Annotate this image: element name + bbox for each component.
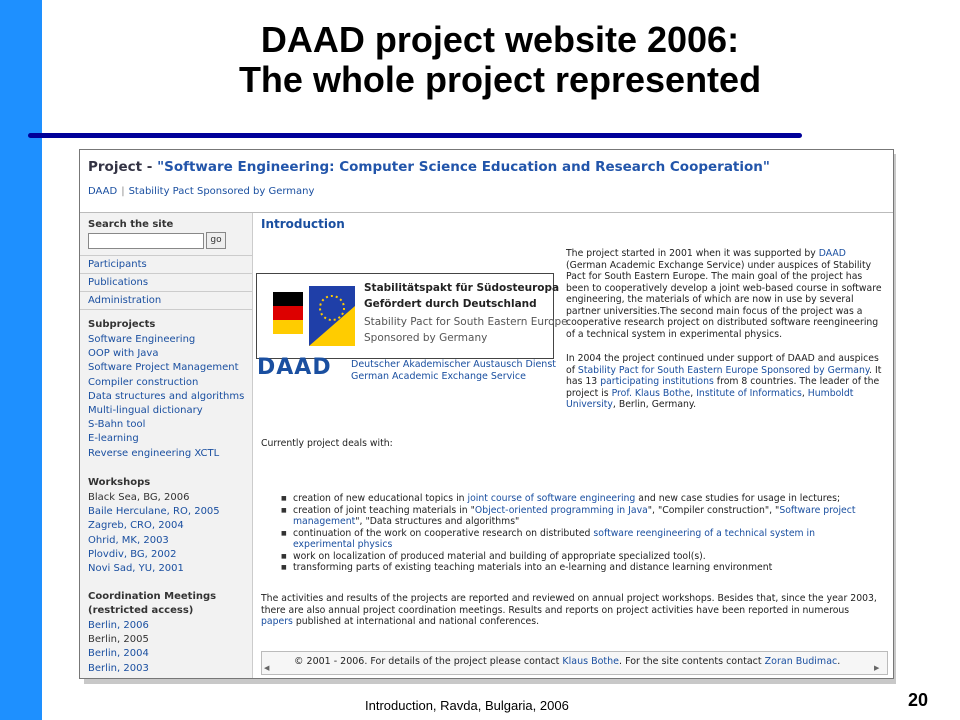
logo-text-4: Sponsored by Germany: [364, 332, 488, 344]
meetings-list: [88, 619, 149, 676]
sidebar-item-participants[interactable]: [80, 255, 252, 273]
topic-item: [281, 493, 866, 505]
page-number: 20: [908, 690, 929, 710]
text: from 8 countries. The leader of the project is: [566, 376, 880, 399]
workshop-link[interactable]: Zagreb, CRO, 2004: [88, 520, 184, 532]
continuation-paragraph: [566, 353, 884, 411]
logo-text-1: Stabilitätspakt für Südosteuropa: [364, 282, 560, 294]
subprojects-list: [88, 333, 244, 461]
text: The project started in 2001 when it was supported by: [566, 248, 819, 259]
left-accent-bar: [0, 0, 42, 720]
text: and new case studies for usage in lectures;: [635, 493, 841, 504]
site-header: [80, 150, 893, 213]
logo-text-2: Gefördert durch Deutschland: [364, 298, 537, 310]
reengineering-link[interactable]: software reengineering of a technical system in experimental physics: [293, 527, 816, 550]
daad-sub2: German Academic Exchange Service: [351, 371, 526, 382]
sidebar-item-label: Publications: [88, 277, 149, 288]
site-nav: [88, 186, 314, 197]
text: creation of new educational topics in: [293, 493, 468, 504]
subproject-link[interactable]: Software Project Management: [88, 362, 239, 374]
text: . It has 13: [566, 364, 882, 387]
scroll-left-icon[interactable]: ◀: [264, 664, 270, 672]
slide-title-line1: DAAD project website 2006:: [260, 19, 740, 60]
site-title: [88, 159, 770, 175]
workshop-link[interactable]: Novi Sad, YU, 2001: [88, 562, 184, 574]
sidebar-divider: [80, 309, 252, 311]
title-underline: [28, 133, 802, 138]
text: continuation of the work on cooperative research on distributed: [293, 527, 594, 539]
deals-label: Currently project deals with:: [261, 438, 393, 449]
site-title-prefix: Project -: [88, 159, 158, 175]
meetings-subheading: (restricted access): [88, 605, 194, 616]
topics-list: [281, 493, 866, 574]
nav-link-daad[interactable]: DAAD: [88, 186, 118, 197]
text: published at international and national conferences.: [292, 616, 540, 627]
text: The activities and results of the projects are reported and reviewed on annual project workshops. Besides that, since the year 2003, there are also annual project coordination meetings. Results and reports on project activities have been reported in numerous: [261, 593, 877, 616]
workshop-item: Black Sea, BG, 2006: [88, 492, 190, 503]
site-footer-text: [294, 656, 840, 667]
text: ", "Data structures and algorithms": [355, 516, 520, 527]
meeting-link[interactable]: Berlin, 2004: [88, 648, 149, 660]
text: ", "Compiler construction", ": [647, 504, 780, 516]
daad-link[interactable]: DAAD: [818, 248, 846, 259]
text: .: [837, 656, 841, 667]
subproject-link[interactable]: E-learning: [88, 433, 139, 445]
daad-logo: DAAD: [257, 355, 332, 380]
intro-paragraph: [566, 248, 884, 340]
text: . For the site contents contact: [619, 656, 765, 667]
topic-item: [281, 528, 866, 551]
search-label: Search the site: [88, 219, 174, 230]
slide-title-line2: The whole project represented: [238, 59, 762, 100]
website-screenshot: [79, 149, 894, 679]
zoran-budimac-link[interactable]: Zoran Budimac: [764, 656, 838, 667]
logo-text-3: Stability Pact for South Eastern Europe: [364, 316, 568, 328]
sidebar-item-label: Participants: [88, 259, 147, 270]
workshop-link[interactable]: Plovdiv, BG, 2002: [88, 548, 177, 560]
slide-footer: Introduction, Ravda, Bulgaria, 2006: [365, 698, 569, 713]
content-heading: Introduction: [261, 217, 345, 231]
topic-item: ■ work on localization of produced material and building of appropriate specialized tool(s).: [281, 551, 866, 563]
subproject-link[interactable]: S-Bahn tool: [88, 419, 146, 431]
sidebar: [80, 213, 253, 679]
meeting-link[interactable]: Berlin, 2006: [88, 620, 149, 631]
topic-item: [281, 505, 866, 528]
klaus-bothe-link[interactable]: Klaus Bothe: [562, 656, 620, 667]
meeting-item: Berlin, 2005: [88, 634, 149, 646]
bothe-link[interactable]: Prof. Klaus Bothe: [611, 387, 691, 399]
activities-paragraph: [261, 593, 883, 628]
oop-java-link[interactable]: Object-oriented programming in Java: [474, 504, 648, 516]
search-go-button[interactable]: go: [206, 232, 226, 249]
site-title-quoted: "Software Engineering: Computer Science Education and Research Cooperation": [157, 159, 770, 175]
nav-separator: |: [121, 186, 125, 197]
topic-item: ■ transforming parts of existing teaching materials into an e-learning and distance learning environment: [281, 562, 866, 574]
subproject-link[interactable]: Software Engineering: [88, 334, 196, 345]
humboldt-link[interactable]: Humboldt University: [566, 387, 854, 410]
sidebar-item-administration[interactable]: [80, 291, 252, 309]
text: ,: [690, 387, 697, 399]
sidebar-item-publications[interactable]: [80, 273, 252, 291]
stability-pact-logo: [256, 273, 568, 359]
subproject-link[interactable]: Compiler construction: [88, 376, 199, 388]
text: , Berlin, Germany.: [612, 399, 697, 410]
text: © 2001 - 2006. For details of the project please contact: [294, 656, 563, 667]
workshop-link[interactable]: Ohrid, MK, 2003: [88, 534, 169, 546]
institutions-link[interactable]: participating institutions: [600, 376, 714, 387]
slide-title: [160, 20, 840, 100]
workshops-list: [88, 491, 220, 576]
text: (German Academic Exchange Service) under auspices of Stability Pact for South Eastern Europe. The main goal of the project has been to cooperatively develop a joint web-based course in software engineering, the materials of which are now in use by several partner universities.The second main focus of the project was a cooperative research project on distributed software reengineering of a technical system in experimental physics.: [566, 259, 882, 340]
subproject-link[interactable]: Reverse engineering XCTL: [88, 447, 220, 459]
sidebar-item-label: Administration: [88, 295, 162, 306]
search-input[interactable]: [88, 233, 204, 249]
daad-sub1: Deutscher Akademischer Austausch Dienst: [351, 359, 557, 370]
course-link[interactable]: joint course of software engineering: [467, 493, 636, 504]
text: In 2004 the project continued under support of DAAD and auspices of: [566, 353, 879, 376]
workshops-heading: Workshops: [88, 477, 151, 488]
subproject-link[interactable]: OOP with Java: [88, 348, 159, 360]
subproject-link[interactable]: Data structures and algorithms: [88, 390, 245, 402]
subprojects-heading: Subprojects: [88, 319, 156, 330]
stability-pact-link[interactable]: Stability Pact for South Eastern Europe Sponsored by Germany: [577, 364, 870, 376]
spm-link[interactable]: Software project management: [293, 504, 856, 527]
nav-link-stability-pact[interactable]: Stability Pact Sponsored by Germany: [128, 186, 315, 197]
meetings-heading: Coordination Meetings: [88, 591, 217, 602]
flag-logo-icon: [269, 286, 355, 346]
papers-link[interactable]: papers: [261, 616, 293, 627]
scroll-right-icon[interactable]: ▶: [874, 664, 880, 672]
subproject-link[interactable]: Multi-lingual dictionary: [88, 404, 203, 416]
institute-link[interactable]: Institute of Informatics: [696, 387, 802, 399]
meeting-link[interactable]: Berlin, 2003: [88, 662, 149, 674]
site-footer: [261, 651, 888, 675]
workshop-link[interactable]: Baile Herculane, RO, 2005: [88, 506, 220, 518]
text: ,: [801, 387, 808, 399]
text: creation of joint teaching materials in ": [293, 504, 475, 516]
